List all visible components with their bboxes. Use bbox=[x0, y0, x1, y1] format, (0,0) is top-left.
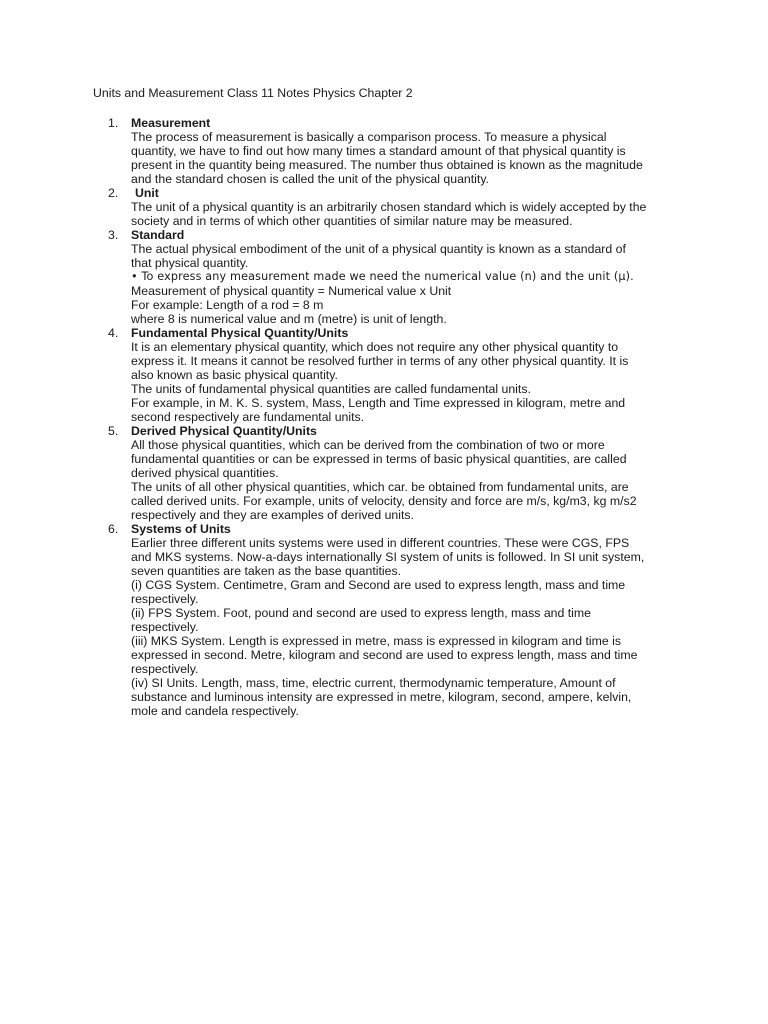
paragraph-line: society and in terms of which other quantities of similar nature may be measured. bbox=[131, 214, 573, 228]
paragraph-line: (iv) SI Units. Length, mass, time, electric current, thermodynamic temperature, Amount of bbox=[131, 676, 616, 690]
paragraph-line: (i) CGS System. Centimetre, Gram and Second are used to express length, mass and time bbox=[131, 578, 626, 592]
section-number: 3. bbox=[108, 228, 119, 242]
paragraph-line: The units of all other physical quantities, which car. be obtained from fundamental units, are bbox=[131, 480, 629, 494]
section-heading: Standard bbox=[131, 228, 185, 242]
paragraph-line: The unit of a physical quantity is an arbitrarily chosen standard which is widely accepted by the bbox=[131, 200, 647, 214]
section-systems-of-units bbox=[93, 522, 693, 718]
paragraph-line: The actual physical embodiment of the unit of a physical quantity is known as a standard of bbox=[131, 242, 626, 256]
section-measurement bbox=[93, 116, 693, 186]
document-title: Units and Measurement Class 11 Notes Physics Chapter 2 bbox=[93, 86, 413, 100]
section-unit bbox=[93, 186, 693, 228]
section-heading: Unit bbox=[135, 186, 159, 200]
paragraph-line: All those physical quantities, which can be derived from the combination of two or more bbox=[131, 438, 605, 452]
section-heading: Measurement bbox=[131, 116, 211, 130]
paragraph-line: called derived units. For example, units of velocity, density and force are m/s, kg/m3, kg m/s2 bbox=[131, 494, 637, 508]
section-heading: Derived Physical Quantity/Units bbox=[131, 424, 317, 438]
paragraph-line: For example: Length of a rod = 8 m bbox=[131, 298, 324, 312]
section-list bbox=[93, 116, 693, 718]
paragraph-line: quantity, we have to find out how many times a standard amount of that physical quantity is bbox=[131, 144, 626, 158]
paragraph-line: present in the quantity being measured. The number thus obtained is known as the magnitude bbox=[131, 158, 643, 172]
section-heading: Fundamental Physical Quantity/Units bbox=[131, 326, 349, 340]
paragraph-line: Earlier three different units systems were used in different countries. These were CGS, FPS bbox=[131, 536, 630, 550]
bullet-note: • To express any measurement made we need the numerical value (n) and the unit (μ). bbox=[131, 270, 634, 283]
paragraph-line: and MKS systems. Now-a-days internationally SI system of units is followed. In SI unit system, bbox=[131, 550, 645, 564]
paragraph-line: expressed in second. Metre, kilogram and second are used to express length, mass and time bbox=[131, 648, 638, 662]
paragraph-line: where 8 is numerical value and m (metre) is unit of length. bbox=[131, 312, 447, 326]
paragraph-line: (iii) MKS System. Length is expressed in metre, mass is expressed in kilogram and time is bbox=[131, 634, 622, 648]
paragraph-line: respectively. bbox=[131, 592, 199, 606]
section-number: 6. bbox=[108, 522, 119, 536]
paragraph-line: (ii) FPS System. Foot, pound and second are used to express length, mass and time bbox=[131, 606, 591, 620]
section-heading: Systems of Units bbox=[131, 522, 231, 536]
paragraph-line: For example, in M. K. S. system, Mass, Length and Time expressed in kilogram, metre and bbox=[131, 396, 626, 410]
paragraph-line: express it. It means it cannot be resolved further in terms of any other physical quantity. It is bbox=[131, 354, 629, 368]
section-number: 5. bbox=[108, 424, 119, 438]
paragraph-line: The process of measurement is basically a comparison process. To measure a physical bbox=[131, 130, 607, 144]
paragraph-line: respectively and they are examples of derived units. bbox=[131, 508, 414, 522]
paragraph-line: respectively. bbox=[131, 620, 199, 634]
paragraph-line: seven quantities are taken as the base quantities. bbox=[131, 564, 402, 578]
paragraph-line: It is an elementary physical quantity, which does not require any other physical quantity to bbox=[131, 340, 619, 354]
section-fundamental-quantity bbox=[93, 326, 693, 424]
paragraph-line: second respectively are fundamental units. bbox=[131, 410, 365, 424]
section-derived-quantity bbox=[93, 424, 693, 522]
paragraph-line: and the standard chosen is called the unit of the physical quantity. bbox=[131, 172, 489, 186]
section-number: 2. bbox=[108, 186, 119, 200]
paragraph-line: fundamental quantities or can be expressed in terms of basic physical quantities, are called bbox=[131, 452, 627, 466]
paragraph-line: substance and luminous intensity are expressed in metre, kilogram, second, ampere, kelvin, bbox=[131, 690, 632, 704]
paragraph-line: respectively. bbox=[131, 662, 199, 676]
paragraph-line: The units of fundamental physical quantities are called fundamental units. bbox=[131, 382, 531, 396]
paragraph-line: mole and candela respectively. bbox=[131, 704, 299, 718]
section-number: 1. bbox=[108, 116, 119, 130]
section-standard bbox=[93, 228, 693, 326]
paragraph-line: that physical quantity. bbox=[131, 256, 249, 270]
section-number: 4. bbox=[108, 326, 119, 340]
paragraph-line: Measurement of physical quantity = Numerical value x Unit bbox=[131, 284, 452, 298]
paragraph-line: derived physical quantities. bbox=[131, 466, 279, 480]
paragraph-line: also known as basic physical quantity. bbox=[131, 368, 338, 382]
